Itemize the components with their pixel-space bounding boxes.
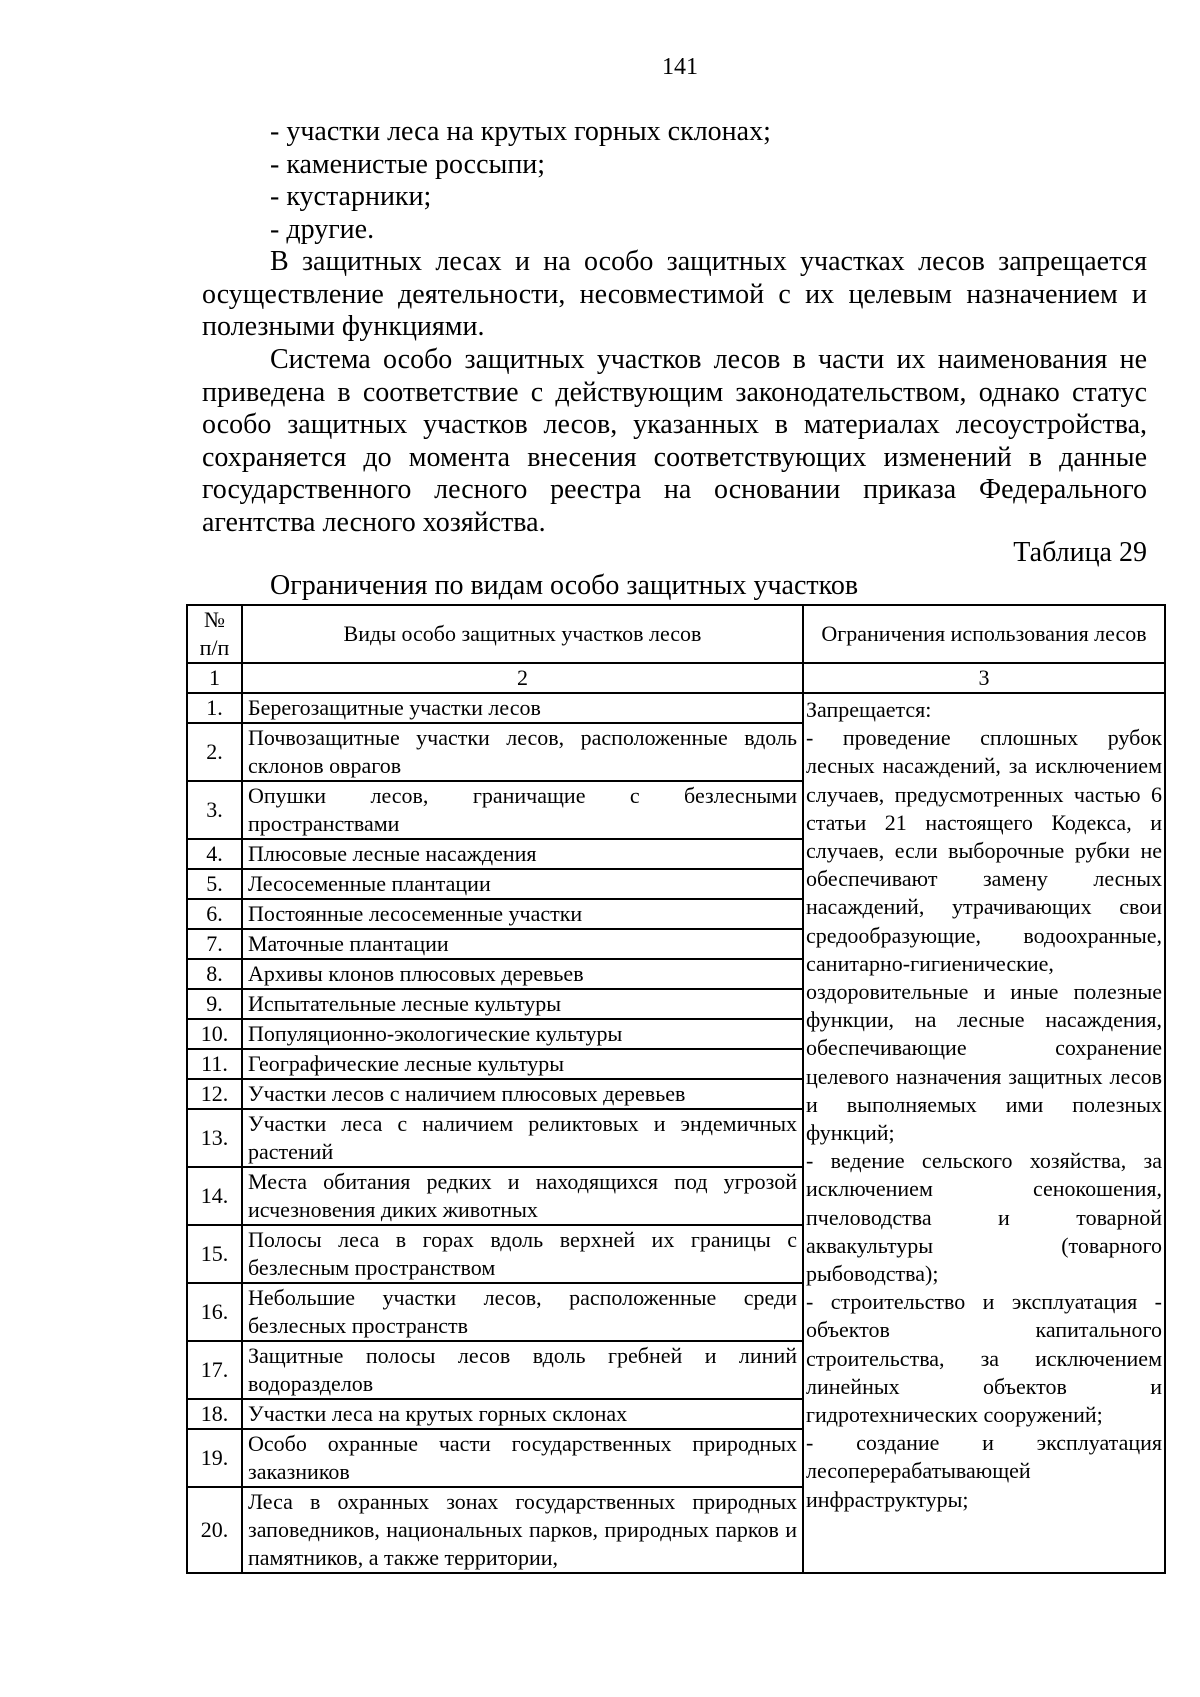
table-header-row [187, 605, 1165, 663]
row-area-type: Опушки лесов, граничащие с безлесными пространствами [242, 781, 803, 839]
row-number: 11. [187, 1049, 242, 1079]
row-area-type: Места обитания редких и находящихся под угрозой исчезновения диких животных [242, 1167, 803, 1225]
row-number: 1. [187, 693, 242, 723]
row-area-type: Леса в охранных зонах государственных природных заповедников, национальных парков, природных парков и памятников, а также территории, [242, 1487, 803, 1573]
row-number: 2. [187, 723, 242, 781]
row-area-type: Берегозащитные участки лесов [242, 693, 803, 723]
row-number: 3. [187, 781, 242, 839]
list-item: - каменистые россыпи; [270, 148, 546, 180]
header-number: № п/п [187, 605, 242, 663]
row-area-type: Почвозащитные участки лесов, расположенные вдоль склонов оврагов [242, 723, 803, 781]
row-number: 10. [187, 1019, 242, 1049]
paragraph-protective-forests: В защитных лесах и на особо защитных участках лесов запрещается осуществление деятельности, несовместимой с их целевым назначением и полезными функциями. [202, 246, 1147, 342]
row-number: 13. [187, 1109, 242, 1167]
row-number: 20. [187, 1487, 242, 1573]
table-index-row [187, 663, 1165, 693]
table-row [187, 693, 1165, 723]
row-number: 7. [187, 929, 242, 959]
row-area-type: Популяционно-экологические культуры [242, 1019, 803, 1049]
list-item: - кустарники; [270, 181, 432, 212]
row-area-type: Лесосеменные плантации [242, 869, 803, 899]
row-number: 15. [187, 1225, 242, 1283]
index-cell: 2 [242, 663, 803, 693]
row-area-type: Участки лесов с наличием плюсовых деревьев [242, 1079, 803, 1109]
row-number: 18. [187, 1399, 242, 1429]
index-cell: 1 [187, 663, 242, 693]
restrictions-heading: Запрещается: [806, 697, 932, 722]
restriction-item: - создание и эксплуатация лесоперерабатывающей инфраструктуры; [806, 1430, 1162, 1512]
row-number: 4. [187, 839, 242, 869]
row-area-type: Географические лесные культуры [242, 1049, 803, 1079]
bullet-list [270, 116, 771, 246]
row-number: 16. [187, 1283, 242, 1341]
row-area-type: Небольшие участки лесов, расположенные среди безлесных пространств [242, 1283, 803, 1341]
row-area-type: Особо охранные части государственных природных заказников [242, 1429, 803, 1487]
row-area-type: Участки леса на крутых горных склонах [242, 1399, 803, 1429]
header-restrictions: Ограничения использования лесов [803, 605, 1165, 663]
row-area-type: Защитные полосы лесов вдоль гребней и линий водоразделов [242, 1341, 803, 1399]
restriction-item: - ведение сельского хозяйства, за исключением сенокошения, пчеловодства и товарной аквакультуры (товарного рыбоводства); [806, 1148, 1162, 1287]
row-number: 9. [187, 989, 242, 1019]
restrictions-cell [803, 693, 1165, 1573]
restriction-item: - проведение сплошных рубок лесных насаждений, за исключением случаев, предусмотренных частью 6 статьи 21 настоящего Кодекса, и случаев, если выборочные рубки не обеспечивают замену лесных насаждений, утрачивающих свои средообразующие, водоохранные, санитарно-гигиенические, оздоровительные и иные полезные функции, на лесные насаждения, обеспечивающие сохранение целевого назначения защитных лесов и выполняемых ими полезных функций; [806, 725, 1162, 1146]
restriction-item: - строительство и эксплуатация - объектов капитального строительства, за исключением линейных объектов и гидротехнических сооружений; [806, 1289, 1162, 1428]
row-number: 5. [187, 869, 242, 899]
row-number: 8. [187, 959, 242, 989]
row-area-type: Испытательные лесные культуры [242, 989, 803, 1019]
row-area-type: Плюсовые лесные насаждения [242, 839, 803, 869]
page-number: 141 [662, 54, 698, 80]
row-number: 19. [187, 1429, 242, 1487]
row-number: 14. [187, 1167, 242, 1225]
row-area-type: Постоянные лесосеменные участки [242, 899, 803, 929]
row-area-type: Архивы клонов плюсовых деревьев [242, 959, 803, 989]
row-area-type: Маточные плантации [242, 929, 803, 959]
row-number: 17. [187, 1341, 242, 1399]
row-area-type: Участки леса с наличием реликтовых и эндемичных растений [242, 1109, 803, 1167]
table-label: Таблица 29 [1013, 537, 1147, 568]
row-number: 6. [187, 899, 242, 929]
list-item: - участки леса на крутых горных склонах; [270, 116, 771, 147]
row-number: 12. [187, 1079, 242, 1109]
table-title: Ограничения по видам особо защитных участков [270, 570, 859, 601]
restrictions-table [186, 604, 1166, 1574]
row-area-type: Полосы леса в горах вдоль верхней их границы с безлесным пространством [242, 1225, 803, 1283]
paragraph-system-status: Система особо защитных участков лесов в части их наименования не приведена в соответствие с действующим законодательством, однако статус особо защитных участков лесов, указанных в материалах лесоустройства, сохраняется до момента внесения соответствующих изменений в данные государственного лесного реестра на основании приказа Федерального агентства лесного хозяйства. [202, 344, 1147, 538]
index-cell: 3 [803, 663, 1165, 693]
list-item: - другие. [270, 213, 375, 245]
header-area-types: Виды особо защитных участков лесов [242, 605, 803, 663]
